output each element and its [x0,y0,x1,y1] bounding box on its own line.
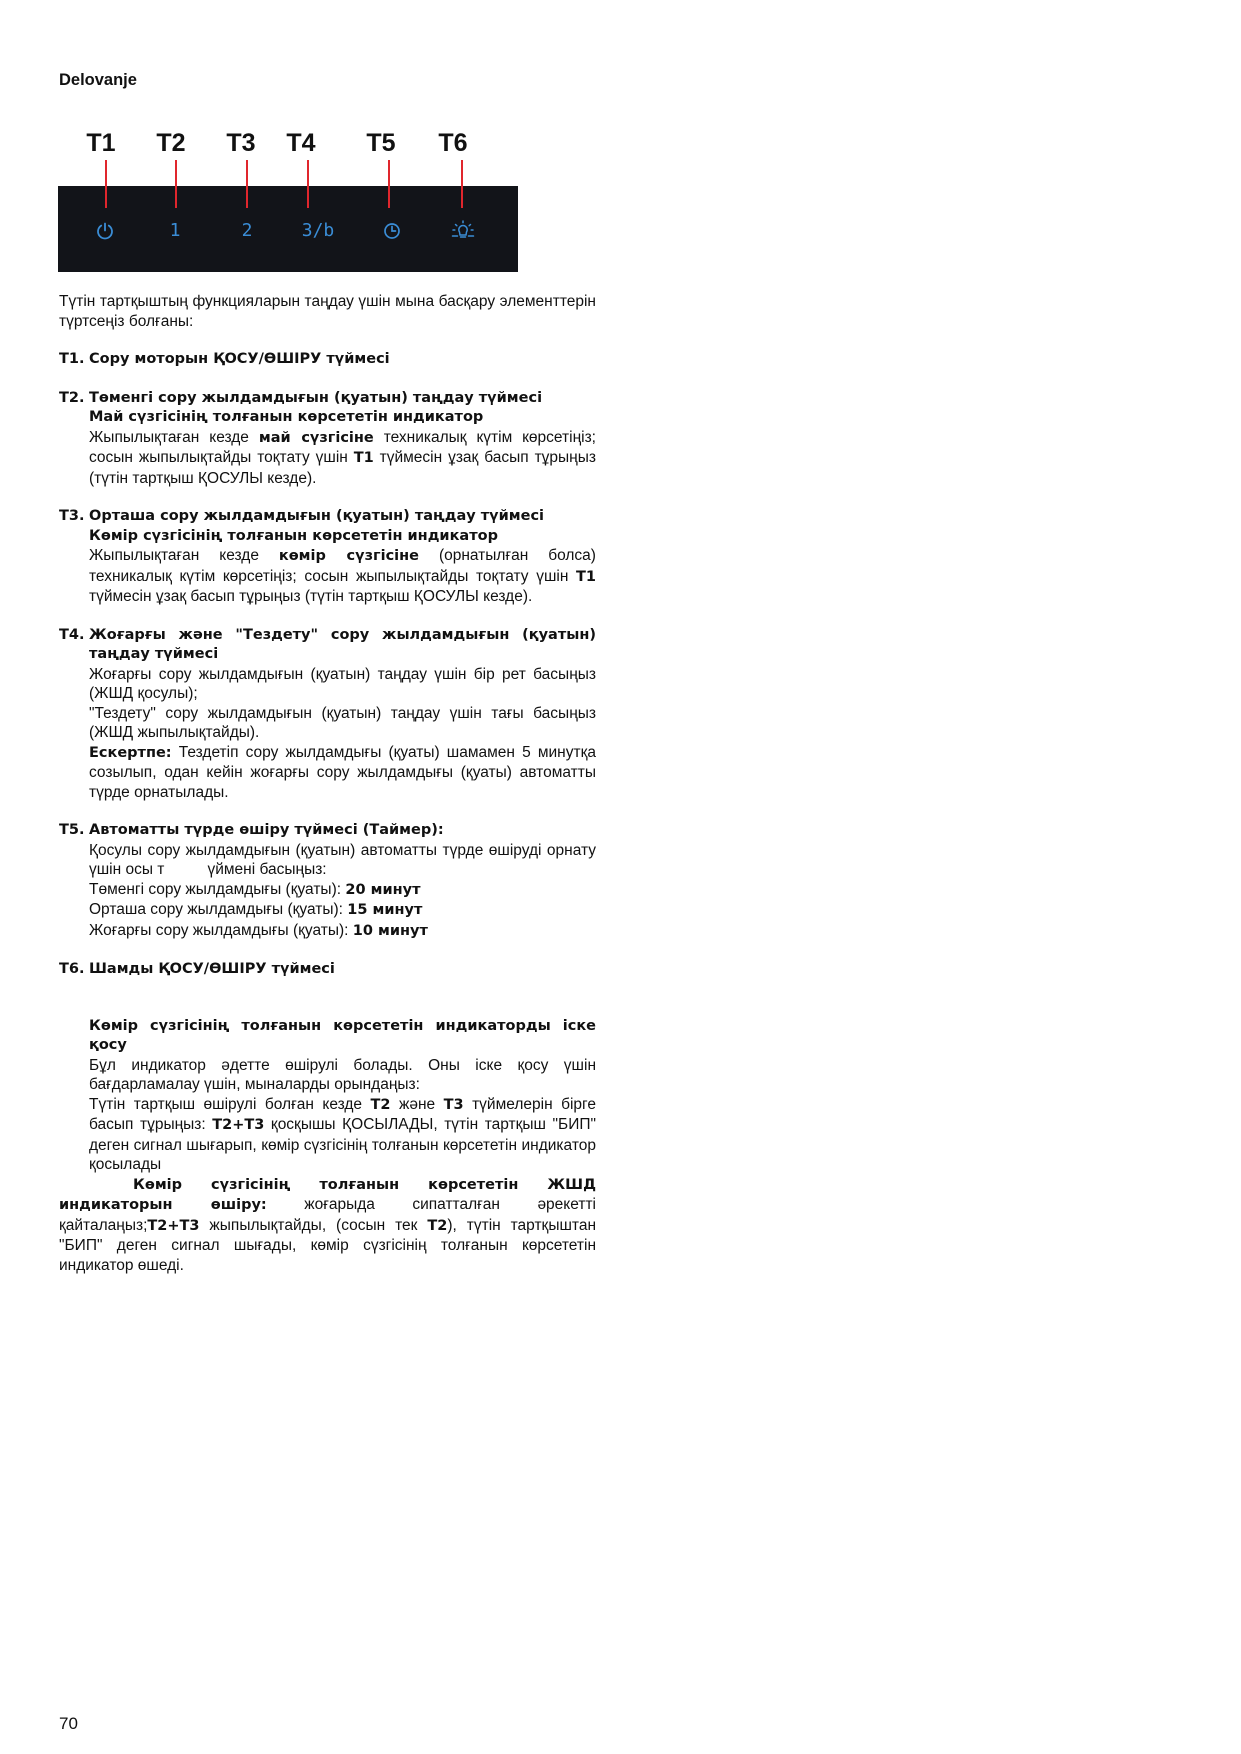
t4-description-1: Жоғарғы сору жылдамдығын (қуатын) таңдау үшін бір рет басыңыз (ЖШД қосулы); [89,665,596,702]
label-t4: T4 [286,129,316,157]
t3-subtitle: Көмір сүзгісінің толғанын көрсететін индикатор [89,527,498,544]
t1-title: T1. Сору моторын ҚОСУ/ӨШІРУ түймесі [59,351,390,367]
label-t1: T1 [86,129,116,157]
callout-line-t3 [246,160,248,208]
callout-line-t4 [307,160,309,208]
timer-button [365,217,419,245]
t3-title: T3. Орташа сору жылдамдығын (қуатын) таңдау түймесі [59,508,545,524]
speed-1-button: 1 [169,220,181,242]
charcoal-description-3: Көмір сүзгісінің толғанын көрсететін ЖШД индикаторын өшіру: жоғарыда сипатталған әрекетті қайталаңыз;T2+T3 жыпылықтайды, (сосын тек T2), түтін тартқыштан "БИП" деген сигнал шығады, көмір сүзгісінің толғанын көрсететін индикатор өшеді. [59,1176,597,1274]
light-button [436,217,490,245]
t4-description-2: "Тездету" сору жылдамдығын (қуатын) таңдау үшін тағы басыңыз (ЖШД жыпылықтайды). [89,704,596,741]
intro-text: Түтін тартқыштың функцияларын таңдау үшін мына басқару элементтерін түртсеңіз болғаны: [59,293,596,330]
label-t3: T3 [226,129,256,157]
t5-mid: Орташа сору жылдамдығы (қуаты): 15 минут [89,901,423,918]
charcoal-description-2: Түтін тартқыш өшірулі болған кезде T2 және T3 түймелерін бірге басып тұрыңыз: T2+T3 қосқышы ҚОСЫЛАДЫ, түтін тартқыш "БИП" деген сигнал шығарып, көмір сүзгісінің толғанын көрсететін индикатор қосылады [89,1095,596,1173]
callout-line-t2 [175,160,177,208]
t5-title: T5. Автоматты түрде өшіру түймесі (Таймер): [59,822,444,838]
t2-subtitle: Май сүзгісінің толғанын көрсететін индикатор [89,409,484,425]
document-body [59,292,601,1275]
control-panel-figure [58,128,518,272]
speed-2-button: 2 [241,220,253,242]
t2-title: T2. Төменгі сору жылдамдығын (қуатын) таңдау түймесі [59,389,543,406]
t3-description: Жыпылықтаған кезде көмір сүзгісіне (орнатылған болса) техникалық күтім көрсетіңіз; сосын жыпылықтайды тоқтату үшін T1 түймесін ұзақ басып тұрыңыз (түтін тартқыш ҚОСУЛЫ кезде). [89,547,596,605]
charcoal-title: Көмір сүзгісінің толғанын көрсететін индикаторды іске қосу [89,1017,596,1053]
t6-title: T6. Шамды ҚОСУ/ӨШІРУ түймесі [59,961,335,977]
t5-description: Қосулы сору жылдамдығын (қуатын) автоматты түрде өшіруді орнату үшін осы т үймені басыңыз: [89,841,601,878]
t5-low: Төменгі сору жылдамдығы (қуаты): 20 минут [89,880,421,898]
section-heading: Delovanje [59,71,137,89]
power-button [78,217,132,245]
t5-high: Жоғарғы сору жылдамдығы (қуаты): 10 минут [89,921,428,939]
power-icon [95,221,115,241]
callout-line-t5 [388,160,390,208]
callout-line-t1 [105,160,107,208]
charcoal-description-1: Бұл индикатор әдетте өшірулі болады. Оны іске қосу үшін бағдарламалау үшін, мыналарды орындаңыз: [89,1056,596,1093]
t2-description: Жыпылықтаған кезде май сүзгісіне техникалық күтім көрсетіңіз; сосын жыпылықтайды тоқтату үшін T1 түймесін ұзақ басып тұрыңыз (түтін тартқыш ҚОСУЛЫ кезде). [89,428,596,487]
label-t6: T6 [438,129,468,157]
speed-3-boost-button: 3/b [301,220,335,242]
page-number: 70 [59,1714,78,1733]
label-t2: T2 [156,129,186,157]
t4-title: T4. Жоғарғы және "Тездету" сору жылдамдығын (қуатын) таңдау түймесі [59,626,596,662]
clock-icon [382,221,402,241]
label-t5: T5 [366,129,396,157]
t4-note: Ескертпе: Тездетіп сору жылдамдығы (қуаты) шамамен 5 минутқа созылып, одан кейін жоғарғы сору жылдамдығы (қуаты) автоматты түрде орнатылады. [89,743,596,801]
light-bulb-icon [451,220,475,242]
callout-line-t6 [461,160,463,208]
